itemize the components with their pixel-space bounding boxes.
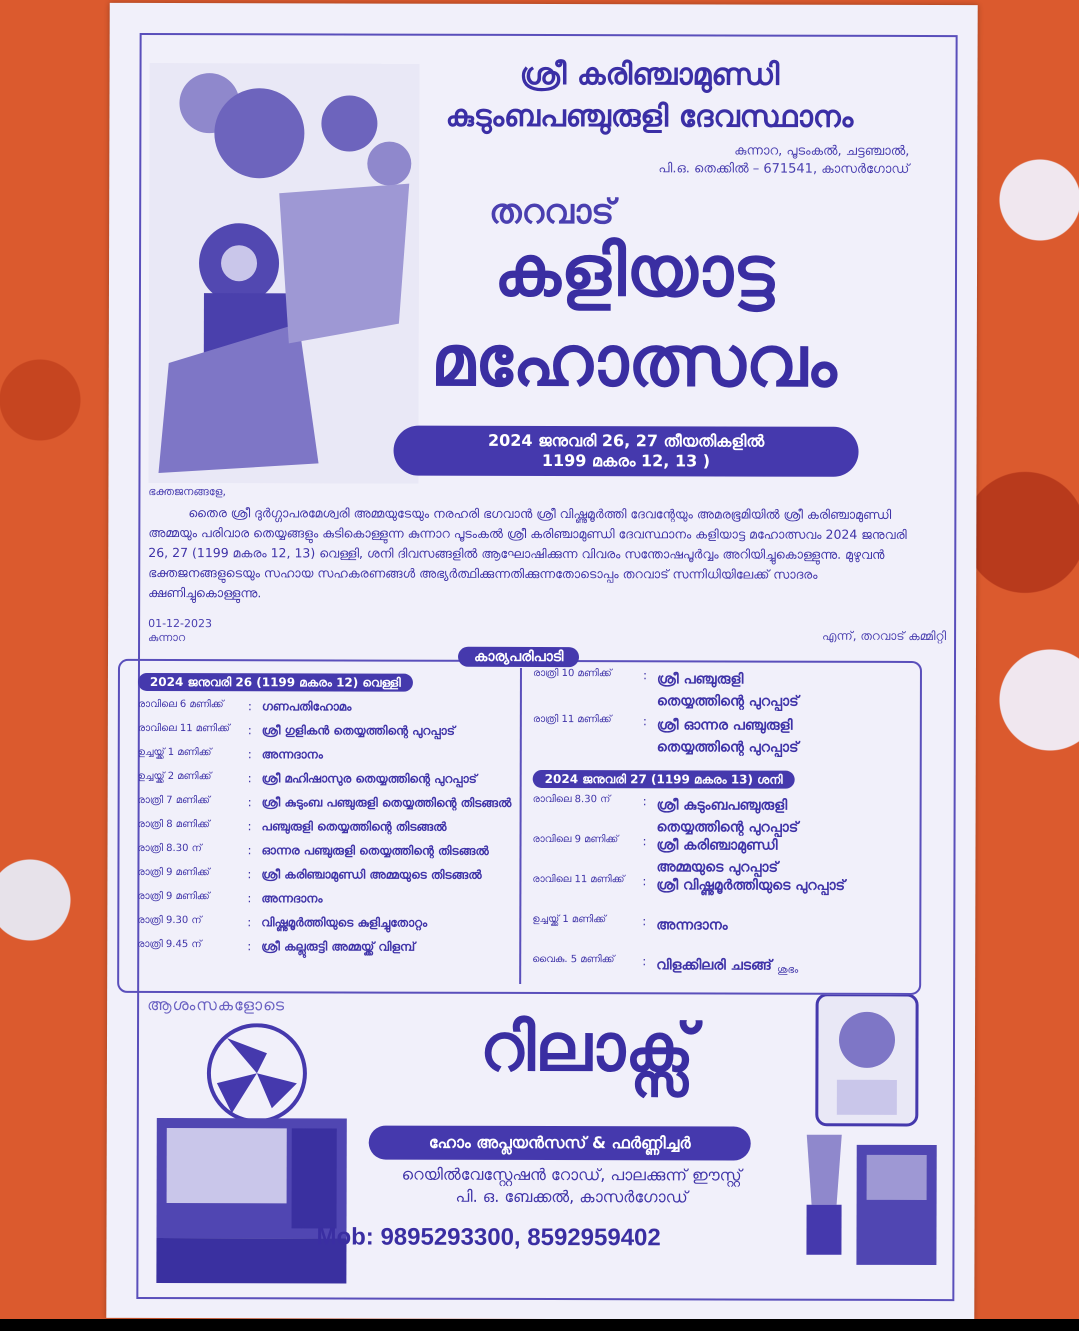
schedule-row xyxy=(137,843,488,859)
programme-label: കാര്യപരിപാടി xyxy=(458,647,579,667)
separator: : xyxy=(247,867,252,882)
schedule-event: ശ്രീ കുടുംബ പഞ്ചുരുളി തെയ്യത്തിന്റെ തിടങ്ങൽ xyxy=(261,795,512,810)
schedule-row xyxy=(137,867,481,883)
schedule-row xyxy=(137,915,427,931)
schedule-event: ശ്രീ പഞ്ചുരുളി തെയ്യത്തിന്റെ പുറപ്പാട് xyxy=(656,671,799,710)
schedule-event: വിഷ്ണുമൂർത്തിയുടെ കുളിച്ചുതോറ്റം xyxy=(261,915,428,930)
furniture-illustration xyxy=(146,1023,357,1294)
shop-address-line1: റെയിൽവേസ്റ്റേഷൻ റോഡ്, പാലക്കുന്ന് ഈസ്റ്റ് xyxy=(401,1164,742,1185)
date-line2: 1199 മകരം 12, 13 ) xyxy=(541,450,711,471)
schedule-event: ശ്രീ കല്ലുരുട്ടി അമ്മയ്ക്ക് വിളമ്പ് xyxy=(261,939,416,954)
separator: : xyxy=(247,939,252,954)
shop-tagline: ഹോം അപ്ലയൻസസ് & ഫർണ്ണിച്ചർ xyxy=(369,1126,751,1161)
schedule-row xyxy=(533,794,799,839)
separator: : xyxy=(247,723,252,738)
temple-address xyxy=(489,142,909,179)
schedule-row xyxy=(532,914,727,937)
separator: : xyxy=(642,834,647,849)
schedule-event: ശ്രീ മഹിഷാസുര തെയ്യത്തിന്റെ പുറപ്പാട് xyxy=(261,771,477,786)
tharavad-heading: തറവാട് xyxy=(489,191,615,233)
address-line1: കുന്നാറ, പൂടംകൽ, ചട്ടഞ്ചാൽ, xyxy=(734,143,910,159)
festival-title-line2: മഹോത്സവം xyxy=(430,319,837,403)
schedule-row xyxy=(533,668,799,713)
separator: : xyxy=(247,843,252,858)
schedule-row xyxy=(138,771,477,787)
schedule-time: രാത്രി 10 മണിക്ക് xyxy=(532,667,612,680)
schedule-event: ഗണപതിഹോമം xyxy=(261,699,352,714)
separator: : xyxy=(247,915,252,930)
schedule-event: പഞ്ചുരുളി തെയ്യത്തിന്റെ തിടങ്ങൽ xyxy=(261,819,447,834)
notice-paper xyxy=(106,3,977,1320)
schedule-event: ശ്രീ വിഷ്ണുമൂർത്തിയുടെ പുറപ്പാട് xyxy=(656,877,846,894)
schedule-time: രാവിലെ 6 മണിക്ക് xyxy=(137,698,224,711)
temple-name-line1: ശ്രീ കരിഞ്ചാമുണ്ഡി xyxy=(519,56,780,93)
festival-date-banner xyxy=(393,426,858,477)
separator: : xyxy=(247,891,252,906)
schedule-time: രാവിലെ 11 മണിക്ക് xyxy=(532,873,625,886)
separator: : xyxy=(247,699,252,714)
schedule-time: ഉച്ചയ്ക്ക് 1 മണിക്ക് xyxy=(137,746,212,759)
invitation-text: തൈര ശ്രീ ദുർഗ്ഗാപരമേശ്വരി അമ്മയുടേയും നരഹരി ഭഗവാൻ ശ്രീ വിഷ്ണുമൂർത്തി ദേവന്റേയും അമരഭൂമിയിൽ ശ്രീ കരിഞ്ചാമുണ്ഡി അമ്മയും പരിവാര തെയ്യങ്ങളും കുടികൊള്ളുന്ന കുന്നാറ പൂടംകൽ ശ്രീ കരിഞ്ചാമുണ്ഡി ദേവസ്ഥാനം കളിയാട്ട മഹോത്സവം 2024 ജനുവരി 26, 27 (1199 മകരം 12, 13) വെള്ളി, ശനി ദിവസങ്ങളിൽ ആഘോഷിക്കുന്ന വിവരം സന്തോഷപൂർവ്വം അറിയിച്ചുകൊള്ളുന്നു. മുഴുവൻ ഭക്തജനങ്ങളുടെയും സഹായ സഹകരണങ്ങൾ അഭ്യർത്ഥിക്കുന്നതിക്കുന്നതോടൊപ്പം തറവാട് സന്നിധിയിലേക്ക് സാദരം ക്ഷണിച്ചുകൊള്ളുന്നു. xyxy=(148,505,907,601)
separator: : xyxy=(247,795,252,810)
notice-date: 01-12-2023 xyxy=(148,616,213,631)
appliance-illustration xyxy=(796,995,947,1275)
schedule-time: രാത്രി 8 മണിക്ക് xyxy=(137,818,210,831)
schedule-time: രാത്രി 8.30 ന് xyxy=(137,842,202,855)
day1-label: 2024 ജനുവരി 26 (1199 മകരം 12) വെള്ളി xyxy=(138,673,413,692)
closing-word: ശുഭം xyxy=(777,964,799,976)
day2-label: 2024 ജനുവരി 27 (1199 മകരം 13) ശനി xyxy=(533,770,795,789)
schedule-row xyxy=(137,939,415,955)
schedule-time: ഉച്ചയ്ക്ക് 1 മണിക്ക് xyxy=(532,913,607,926)
festival-title xyxy=(399,226,869,407)
schedule-event: അന്നദാനം xyxy=(261,747,323,762)
separator: : xyxy=(642,874,647,889)
shop-mobile: Mob: 9895293300, 8592959402 xyxy=(316,1223,661,1252)
separator: : xyxy=(642,668,648,683)
wishes-text: ആശംസകളോടെ xyxy=(147,994,286,1015)
schedule-time: രാവിലെ 8.30 ന് xyxy=(532,793,611,806)
separator: : xyxy=(247,819,252,834)
schedule-event: ഓന്നര പഞ്ചുരുളി തെയ്യത്തിന്റെ തിടങ്ങൽ xyxy=(261,843,489,858)
date-line1: 2024 ജനുവരി 26, 27 തീയതികളിൽ xyxy=(487,430,765,451)
separator: : xyxy=(247,747,252,762)
schedule-event: ശ്രീ ഗുളികൻ തെയ്യത്തിന്റെ പുറപ്പാട് xyxy=(261,723,455,738)
schedule-time: രാത്രി 9 മണിക്ക് xyxy=(137,890,210,903)
schedule-row xyxy=(138,699,352,715)
salutation: ഭക്തജനങ്ങളേ, xyxy=(148,484,226,499)
schedule-event: അന്നദാനം xyxy=(656,917,728,934)
schedule-time: വൈകു. 5 മണിക്ക് xyxy=(532,953,615,966)
shop-address-line2: പി. ഒ. ബേക്കൽ, കാസർഗോഡ് xyxy=(455,1186,688,1207)
schedule-row xyxy=(138,795,512,811)
separator: : xyxy=(642,954,647,969)
schedule-event: ശ്രീ കുടുംബപഞ്ചുരുളി തെയ്യത്തിന്റെ പുറപ്പാട് xyxy=(656,797,799,836)
schedule-time: രാത്രി 7 മണിക്ക് xyxy=(137,794,211,807)
schedule-row xyxy=(138,819,447,835)
schedule-row xyxy=(138,747,323,762)
committee-signature: എന്ന്, തറവാട് കമ്മിറ്റി xyxy=(822,628,947,644)
schedule-row xyxy=(532,874,845,897)
separator: : xyxy=(247,771,252,786)
schedule-event: ശ്രീ കരിഞ്ചാമുണ്ഡി അമ്മയുടെ തിടങ്ങൽ xyxy=(261,867,482,882)
schedule-row xyxy=(137,891,322,906)
schedule-time: രാത്രി 9.45 ന് xyxy=(137,938,202,951)
separator: : xyxy=(642,794,647,809)
address-line2: പി.ഒ. തെക്കിൽ – 671541, കാസർഗോഡ് xyxy=(658,161,910,177)
temple-name-line2: കുടുംബപഞ്ചുരുളി ദേവസ്ഥാനം xyxy=(445,98,854,135)
shop-name: റിലാക്സ് xyxy=(479,1008,695,1087)
schedule-row xyxy=(533,714,799,759)
temple-name xyxy=(369,54,929,139)
shop-address xyxy=(347,1163,797,1208)
festival-title-line1: കളിയാട്ട xyxy=(493,229,775,313)
bottom-bar xyxy=(0,1319,1079,1331)
schedule-time: രാത്രി 9 മണിക്ക് xyxy=(137,866,210,879)
schedule-event: ശ്രീ ഓന്നര പഞ്ചുരുളി തെയ്യത്തിന്റെ പുറപ്പാട് xyxy=(656,717,799,756)
separator: : xyxy=(642,914,647,929)
schedule-time: രാവിലെ 11 മണിക്ക് xyxy=(137,722,230,735)
schedule-event: ശ്രീ കരിഞ്ചാമുണ്ഡി അമ്മയുടെ പുറപ്പാട് xyxy=(656,837,779,876)
notice-place: കുന്നാറ xyxy=(148,630,186,645)
schedule-event: വിളക്കിലരി ചടങ്ങ് xyxy=(656,957,772,974)
separator: : xyxy=(642,714,647,729)
schedule-row xyxy=(532,834,778,879)
schedule-event: അന്നദാനം xyxy=(261,891,323,906)
schedule-row xyxy=(532,954,772,977)
schedule-time: രാത്രി 11 മണിക്ക് xyxy=(532,713,612,726)
date-place xyxy=(148,617,212,645)
schedule-row xyxy=(138,723,455,739)
schedule-time: ഉച്ചയ്ക്ക് 2 മണിക്ക് xyxy=(137,770,212,783)
schedule-time: രാവിലെ 9 മണിക്ക് xyxy=(532,833,619,846)
schedule-time: രാത്രി 9.30 ന് xyxy=(137,914,202,927)
